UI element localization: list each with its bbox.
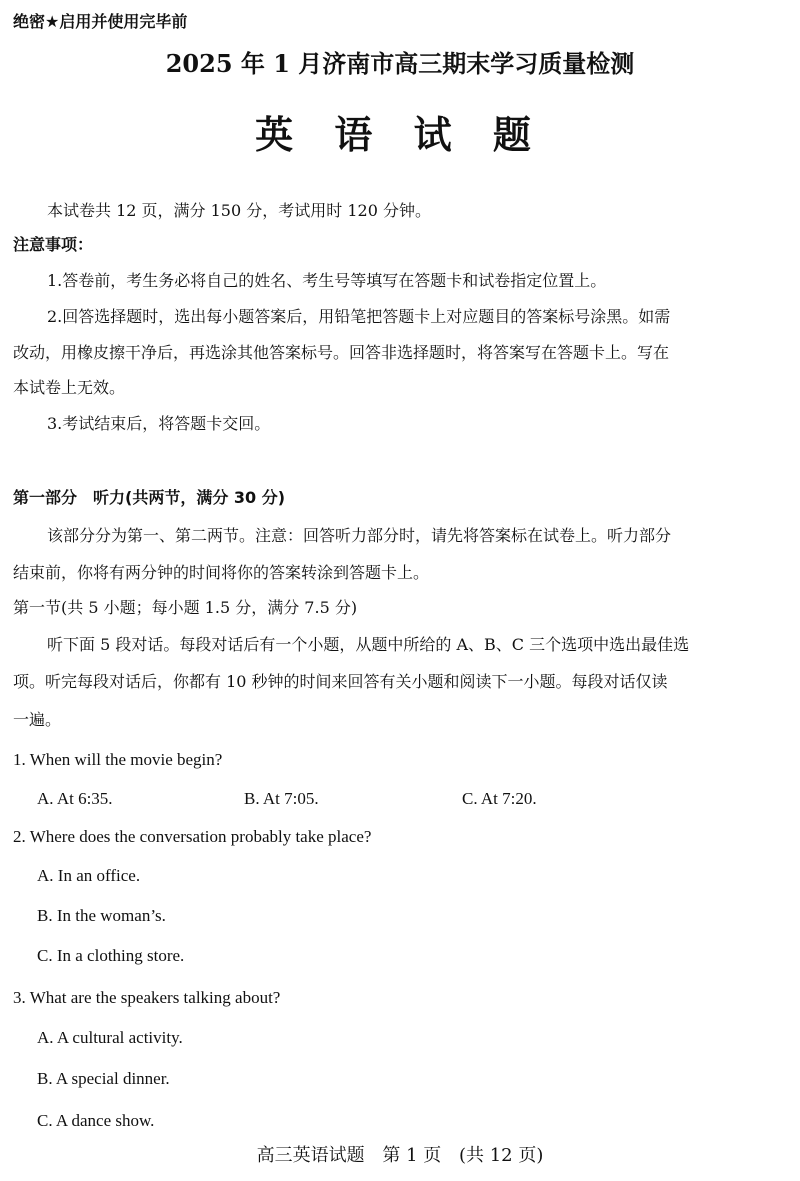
question-2-option-b: B. In the woman’s. [37,906,166,925]
footer-page-number: 第 1 页 [382,1145,442,1166]
question-3-stem: 3. What are the speakers talking about? [13,988,281,1007]
question-2-option-a: A. In an office. [37,866,141,885]
question-2-option-c: C. In a clothing store. [37,946,185,965]
exam-summary: 本试卷共 12 页，满分 150 分，考试用时 120 分钟。 [47,201,431,220]
section1-line3: 一遍。 [13,710,62,729]
footer-page-total: (共 12 页) [458,1145,544,1166]
question-2-stem: 2. Where does the conversation probably take place? [13,827,372,846]
notice-item-3: 3.考试结束后，将答题卡交回。 [47,414,271,433]
question-3-option-a: A. A cultural activity. [37,1028,183,1047]
question-1-option-c: C. At 7:20. [462,789,537,808]
part1-desc-line2: 结束前，你将有两分钟的时间将你的答案转涂到答题卡上。 [13,563,430,582]
part1-heading: 第一部分 听力(共两节，满分 30 分) [13,488,286,507]
section1-line2: 项。听完每段对话后，你都有 10 秒钟的时间来回答有关小题和阅读下一小题。每段对话仅读 [13,672,668,691]
question-1-option-a: A. At 6:35. [37,789,113,808]
part1-desc-line1: 该部分分为第一、第二两节。注意：回答听力部分时，请先将答案标在试卷上。听力部分 [47,526,672,545]
exam-title: 2025 年 1 月济南市高三期末学习质量检测 [165,49,635,78]
subject-title: 英 语 试 题 [255,113,545,157]
notice-item-2-line2: 改动，用橡皮擦干净后，再选涂其他答案标号。回答非选择题时，将答案写在答题卡上。写在 [13,343,670,362]
page-footer [0,1141,800,1167]
section1-heading: 第一节(共 5 小题；每小题 1.5 分，满分 7.5 分) [13,598,358,617]
question-3-option-c: C. A dance show. [37,1111,155,1130]
notice-item-2-line1: 2.回答选择题时，选出每小题答案后，用铅笔把答题卡上对应题目的答案标号涂黑。如需 [47,307,671,326]
question-1-option-b: B. At 7:05. [244,789,319,808]
confidential-mark: 绝密★启用并使用完毕前 [13,12,188,31]
footer-paper-name: 高三英语试题 [256,1145,365,1166]
question-1-stem: 1. When will the movie begin? [13,750,223,769]
section1-line1: 听下面 5 段对话。每段对话后有一个小题，从题中所给的 A、B、C 三个选项中选出最佳选 [47,635,690,654]
question-3-option-b: B. A special dinner. [37,1069,170,1088]
notice-item-1: 1.答卷前，考生务必将自己的姓名、考生号等填写在答题卡和试卷指定位置上。 [47,271,607,290]
notice-heading: 注意事项： [13,235,94,254]
notice-item-2-line3: 本试卷上无效。 [13,378,126,397]
